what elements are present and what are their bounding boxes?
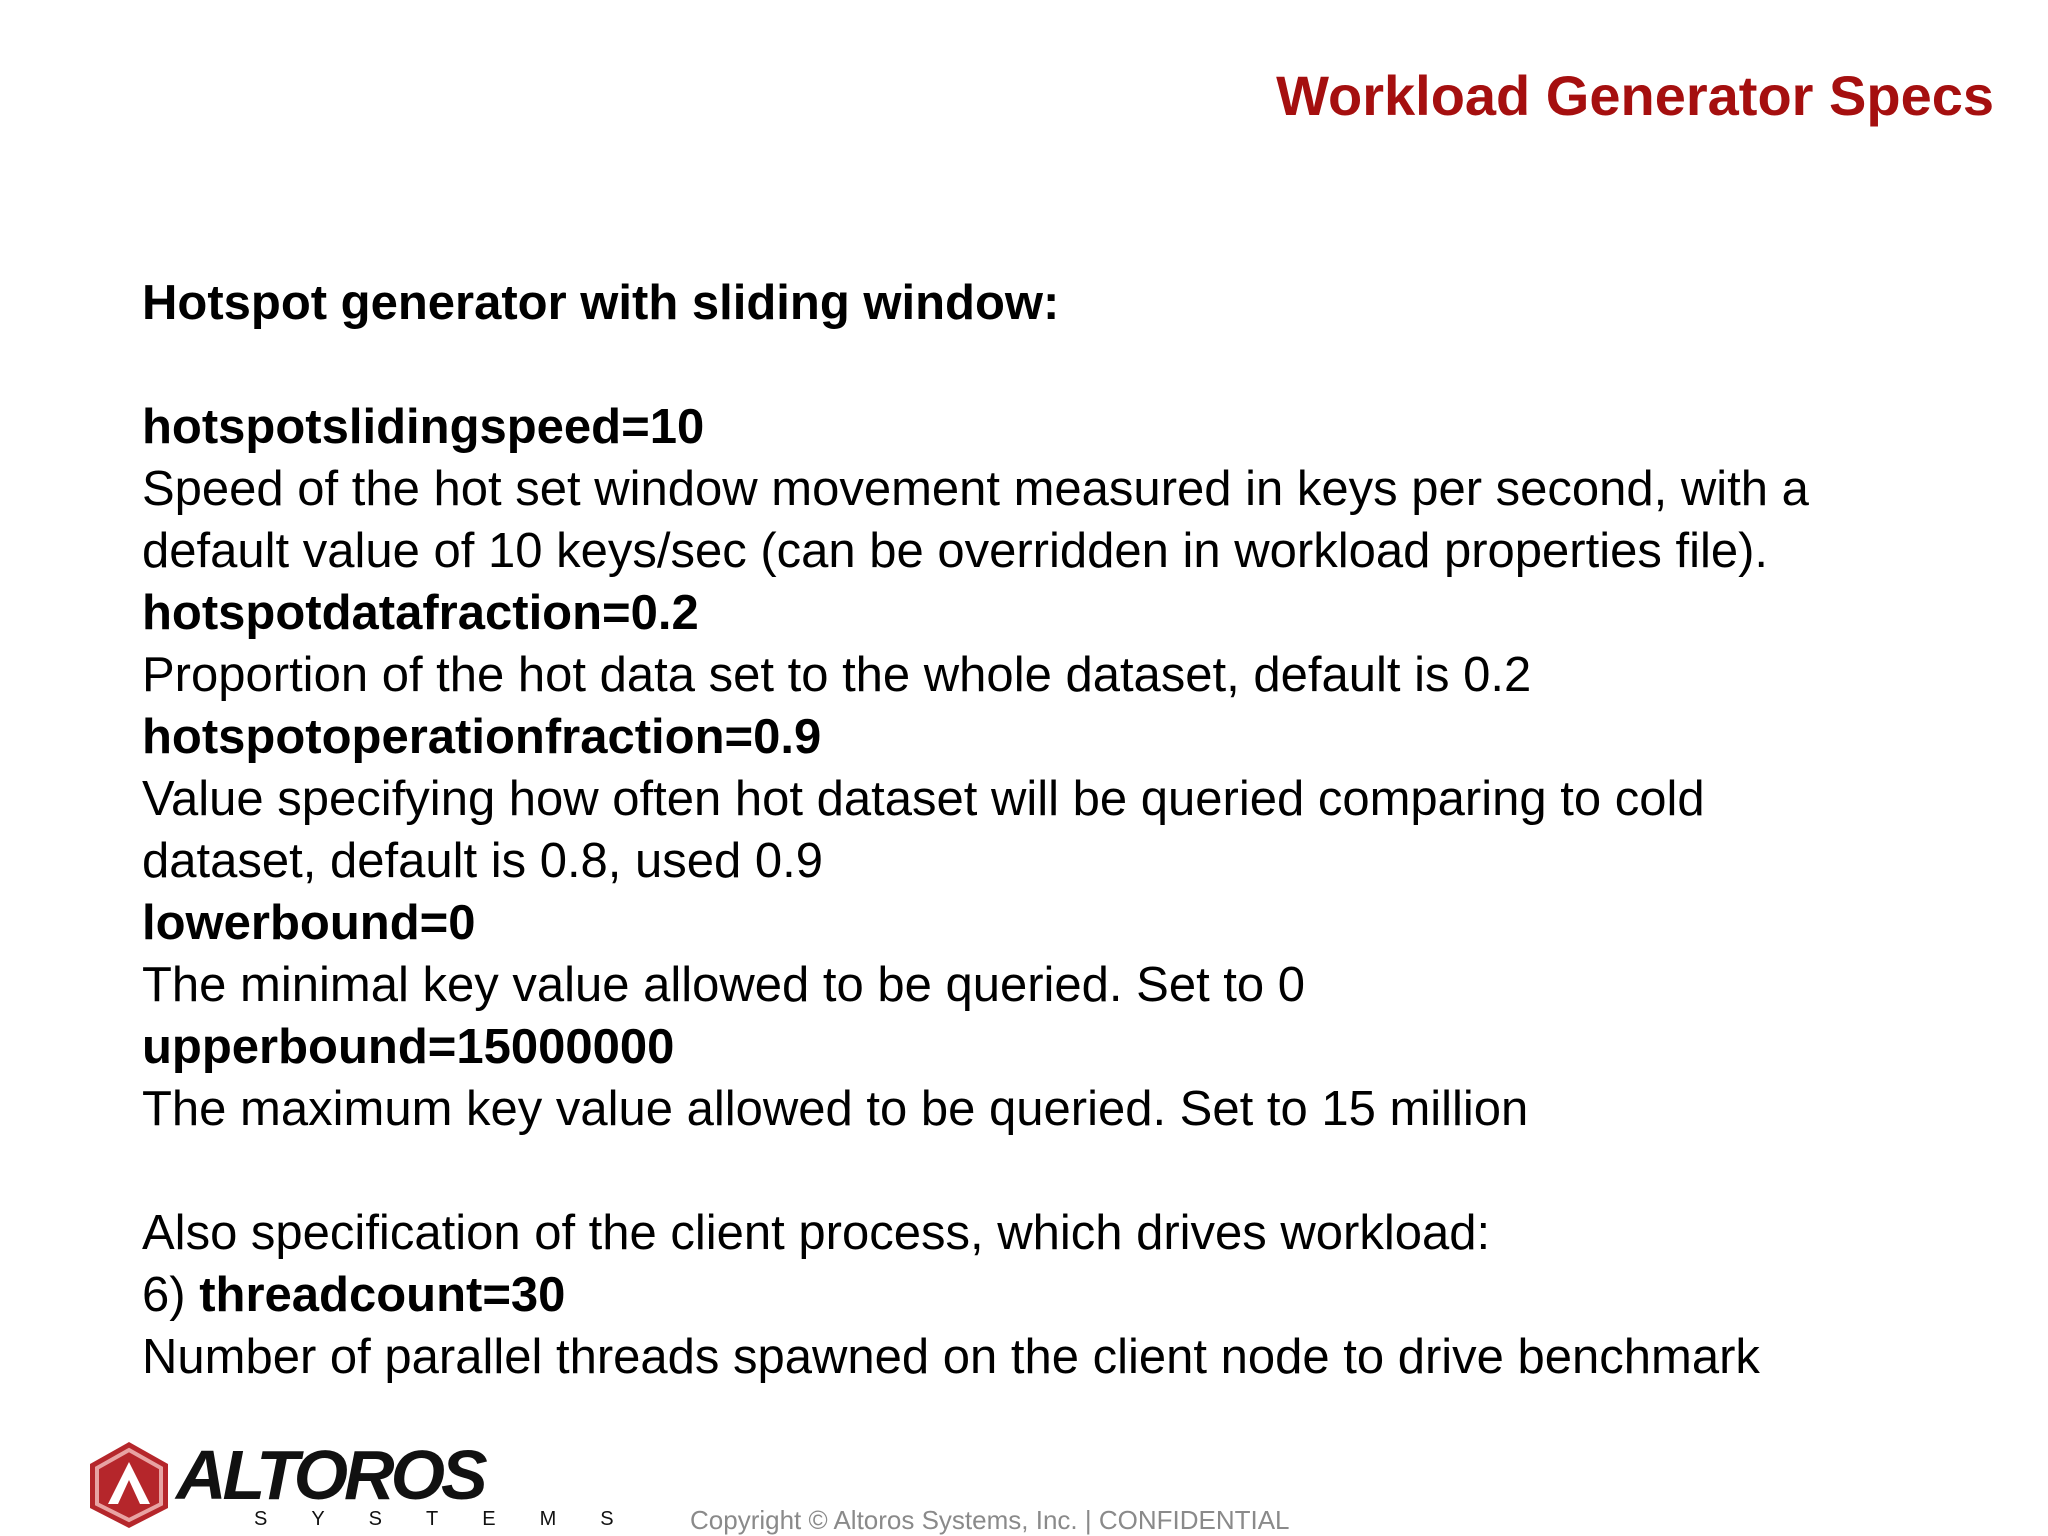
param-desc: Speed of the hot set window movement measured in keys per second, with a [142,462,1809,516]
client-intro: Also specification of the client process, which drives workload: [142,1206,1491,1260]
client-item-desc: Number of parallel threads spawned on the client node to drive benchmark [142,1330,1760,1384]
param-desc: Value specifying how often hot dataset will be queried comparing to cold [142,772,1705,826]
copyright-notice: Copyright © Altoros Systems, Inc. | CONFIDENTIAL [690,1505,1290,1535]
altoros-logo [84,1436,658,1530]
param-name-sliding-speed: hotspotslidingspeed=10 [142,400,705,454]
param-name-lowerbound: lowerbound=0 [142,896,476,950]
slide-body [142,272,1982,1388]
param-name-upperbound: upperbound=15000000 [142,1020,675,1074]
client-item-name: threadcount=30 [199,1268,566,1322]
param-name-operation-fraction: hotspotoperationfraction=0.9 [142,710,822,764]
param-desc: The maximum key value allowed to be queried. Set to 15 million [142,1082,1529,1136]
param-name-data-fraction: hotspotdatafraction=0.2 [142,586,699,640]
logo-subtitle: SYSTEMS [254,1508,658,1530]
slide-title: Workload Generator Specs [1276,64,1994,127]
client-item [142,1264,1982,1326]
param-desc: default value of 10 keys/sec (can be overridden in workload properties file). [142,524,1769,578]
param-desc: dataset, default is 0.8, used 0.9 [142,834,824,888]
section-heading: Hotspot generator with sliding window: [142,276,1060,330]
spacer [142,334,1982,396]
spacer [142,1140,1982,1202]
param-desc: Proportion of the hot data set to the whole dataset, default is 0.2 [142,648,1532,702]
param-desc: The minimal key value allowed to be queried. Set to 0 [142,958,1306,1012]
logo-hexagon-icon [84,1440,174,1530]
logo-wordmark: ALTOROS [176,1436,484,1514]
client-item-number: 6) [142,1268,186,1322]
